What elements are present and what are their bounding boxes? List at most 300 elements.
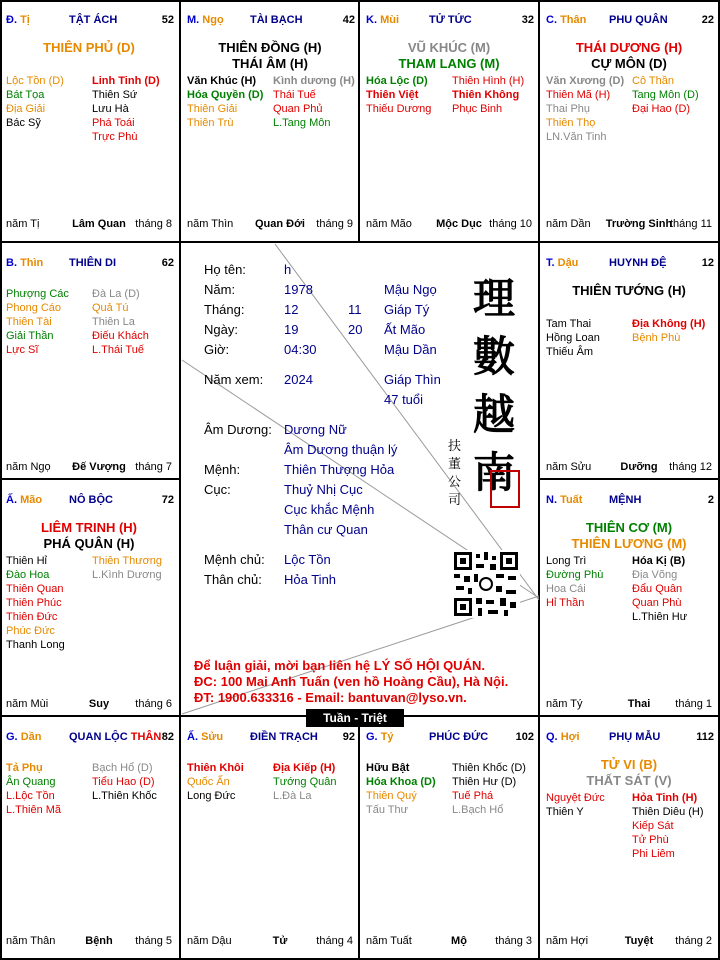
tuan-triet-label: Tuần - Triệt [306,709,404,727]
minor-stars-left [366,761,452,817]
minor-star: Giải Thần [6,330,54,342]
minor-star: Long Trì [546,555,587,567]
palace-month: tháng 4 [316,935,353,947]
palace-chi: Thìn [20,257,44,269]
minor-star: Kiếp Sát [632,820,674,832]
minor-star: Lực Sĩ [6,344,39,356]
palace-number: 102 [515,731,534,743]
palace-can-chi [6,14,30,26]
gio-can-value: Mậu Dần [384,342,437,357]
palace-year: năm Thìn [187,218,234,230]
minor-star: Văn Xương (D) [546,75,625,87]
minor-star: Thiên Sứ [92,89,138,101]
palace-chi: Thân [560,14,587,26]
minor-star: Địa Giải [6,103,46,115]
minor-star: Thai Phụ [546,103,591,115]
minor-star: Tấu Thư [366,804,409,816]
red-seal-stamp [490,470,520,508]
palace-chi: Hợi [560,731,580,743]
minor-star: Bát Tọa [6,89,45,101]
minor-star: Long Đức [187,790,236,802]
minor-star: L.Lộc Tồn [6,790,55,802]
minor-star: Thiên La [92,316,135,328]
minor-star: Thiên Khôi [187,762,244,774]
minor-stars-right [273,761,359,803]
contact-line-1: Để luận giải, mời bạn liên hệ LÝ SỐ HỘI QUÁN. [194,658,485,673]
minor-star: Thiên Khốc (D) [452,762,526,774]
minor-star: Thiên Giải [187,103,238,115]
minor-star: L.Tang Môn [273,117,331,129]
palace-year: năm Tý [546,698,583,710]
minor-star: Địa Võng [632,569,678,581]
palace-can-chi [546,257,578,269]
minor-stars-right [452,74,538,116]
palace-name-text: TẬT ÁCH [69,14,118,26]
palace-truong-sinh: Tử [272,935,288,947]
main-stars [540,283,718,299]
palace-month: tháng 6 [135,698,172,710]
cuc-label: Cục: [204,482,231,497]
minor-star: Hỏa Tinh (H) [632,792,698,804]
minor-star: Linh Tinh (D) [92,75,160,87]
palace-chi: Tuất [560,494,583,506]
palace-month: tháng 11 [669,218,712,230]
main-stars [540,40,718,72]
minor-stars-right [92,287,178,357]
main-star: TỬ VI (B) [600,757,658,772]
minor-star: Thiên Hỉ [6,555,47,567]
palace-truong-sinh: Trường Sinh [605,218,673,230]
hoten-label: Họ tên: [204,262,246,277]
minor-star: Thiên Quan [6,583,64,595]
thanchu-value: Hỏa Tinh [284,572,337,587]
palace-mui [360,0,538,238]
palace-can-chi [546,731,580,743]
minor-star: Phi Liêm [632,848,675,860]
palace-year: năm Thân [6,935,56,947]
palace-truong-sinh: Thai [627,698,651,710]
palace-chi: Dần [20,731,42,743]
palace-name [69,731,161,743]
ngay-value: 19 [284,322,299,337]
hoten-value: h [284,262,292,277]
palace-number: 92 [342,731,355,743]
minor-star: Thiên Quý [366,790,417,802]
palace-truong-sinh: Lâm Quan [72,218,126,230]
minor-star: Đà La (D) [92,288,140,300]
main-star: THIÊN TƯỚNG (H) [572,283,686,298]
minor-stars-right [632,74,718,116]
minor-star: Tam Thai [546,318,592,330]
palace-month: tháng 8 [135,218,172,230]
palace-name [609,731,660,743]
minor-star: Quốc Ấn [187,776,230,788]
palace-number: 2 [707,494,714,506]
palace-truong-sinh: Mộc Dục [436,218,482,230]
minor-stars-right [92,74,178,144]
minor-star: Bác Sỹ [6,117,41,129]
main-star: THÁI DƯƠNG (H) [575,40,683,55]
thang-am-value: 11 [348,302,362,317]
palace-number: 112 [696,731,714,743]
palace-chi: Dậu [557,257,579,269]
palace-number: 22 [701,14,714,26]
minor-star: Quả Tú [92,302,129,314]
minor-star: Tiểu Hao (D) [92,776,155,788]
palace-name-text: NÔ BỘC [69,494,113,506]
minor-stars-left [546,791,632,819]
palace-can: K. [366,14,377,26]
palace-chi: Tý [380,731,394,743]
palace-can: Ấ. [187,731,198,743]
main-stars [0,40,178,56]
palace-truong-sinh: Quan Đới [255,218,305,230]
palace-name [250,731,318,743]
minor-stars-left [187,74,273,130]
minor-star: Thiên Hình (H) [452,75,525,87]
palace-truong-sinh: Dưỡng [620,461,658,473]
palace-dau [540,243,718,481]
minor-stars-left [546,74,632,144]
minor-star: Phượng Các [6,288,69,300]
palace-can: Đ. [6,14,17,26]
minor-star: Ân Quang [6,776,56,788]
minor-star: Phong Cáo [6,302,62,314]
minor-stars-left [187,761,273,803]
thanchu-label: Thân chủ: [204,572,262,587]
minor-star: Địa Kiếp (H) [273,762,336,774]
cuc-value: Thuỷ Nhị Cục [284,482,363,497]
minor-star: Thiên Hư (D) [452,776,517,788]
palace-year: năm Dậu [187,935,232,947]
than-cu-value: Thân cư Quan [284,522,368,537]
main-stars [540,757,718,789]
minor-stars-left [6,74,92,130]
palace-year: năm Mão [366,218,412,230]
contact-line-2: ĐC: 100 Mai Anh Tuấn (ven hồ Hoàng Cầu), Hà Nội. [194,674,509,689]
palace-year: năm Mùi [6,698,49,710]
nam-value: 1978 [284,282,313,297]
palace-chi: Mão [20,494,43,506]
nam-label: Năm: [204,282,236,297]
thang-can-value: Giáp Tý [384,302,430,317]
palace-year: năm Tuất [366,935,412,947]
palace-than-marker: THÂN [130,731,162,743]
palace-year: năm Sửu [546,461,592,473]
palace-hoi [540,717,718,955]
minor-star: Thiên Mã (H) [546,89,611,101]
palace-can: M. [187,14,200,26]
palace-can: G. [6,731,18,743]
gio-value: 04:30 [284,342,317,357]
palace-can: N. [546,494,557,506]
minor-star: Tướng Quân [273,776,337,788]
minor-star: Bệnh Phù [632,332,681,344]
minor-star: L.Đà La [273,790,312,802]
minor-stars-right [92,554,178,582]
minor-star: Đại Hao (D) [632,103,691,115]
palace-chi: Sửu [201,731,224,743]
minor-stars-left [6,554,92,652]
palace-name-text: PHU QUÂN [609,14,668,26]
namxem-label: Năm xem: [204,372,264,387]
amduong-label: Âm Dương: [204,422,272,437]
palace-truong-sinh: Suy [88,698,110,710]
minor-star: Thiên Thọ [546,117,596,129]
palace-name [69,14,117,26]
main-stars [540,520,718,552]
palace-chi: Ngọ [202,14,224,26]
minor-star: Thiên Phúc [6,597,62,609]
palace-can-chi [546,494,582,506]
minor-star: Thiếu Dương [366,103,432,115]
tuoi-value: 47 tuổi [384,392,424,407]
minor-star: Phục Binh [452,103,503,115]
palace-year: năm Dần [546,218,591,230]
main-stars [360,40,538,72]
palace-number: 12 [701,257,714,269]
minor-star: Nguyệt Đức [546,792,605,804]
palace-can-chi [546,14,586,26]
minor-star: Kình dương (H) [273,75,355,87]
main-star: THIÊN CƠ (M) [585,520,673,535]
contact-line-3: ĐT: 1900.633316 - Email: bantuvan@lyso.vn. [194,690,467,705]
main-star: LIÊM TRINH (H) [40,520,138,535]
minor-stars-left [546,317,632,359]
palace-can: B. [6,257,17,269]
minor-star: Thiên Việt [366,89,419,101]
palace-number: 82 [161,731,174,743]
palace-ngo [181,0,359,238]
minor-star: Quan Phủ [273,103,323,115]
minor-star: L.Thiên Khốc [92,790,157,802]
main-star: THIÊN PHỦ (D) [43,40,135,55]
palace-name-text: PHỤ MẪU [609,731,661,743]
palace-can: Ấ. [6,494,17,506]
palace-name-text: HUYNH ĐỆ [609,257,667,269]
main-star: CỰ MÔN (D) [591,56,667,71]
palace-truong-sinh: Bệnh [85,935,113,947]
cuc-khac-value: Cục khắc Mệnh [284,502,375,517]
minor-star: Hỉ Thần [546,597,585,609]
main-star: THAM LANG (M) [398,56,500,71]
palace-year: năm Hợi [546,935,589,947]
minor-star: L.Thái Tuế [92,344,144,356]
minor-star: LN.Văn Tinh [546,131,607,143]
menh-value: Thiên Thượng Hỏa [284,462,395,477]
minor-star: Trực Phù [92,131,138,143]
minor-stars-right [632,554,718,624]
minor-star: Thanh Long [6,639,65,651]
palace-name [250,14,303,26]
main-star: THÁI ÂM (H) [232,56,308,71]
minor-star: Hữu Bật [366,762,410,774]
main-star: PHÁ QUÂN (H) [43,536,135,551]
palace-chi: Tị [20,14,30,26]
palace-name-text: ĐIỀN TRẠCH [250,731,318,743]
minor-stars-right [452,761,538,817]
palace-month: tháng 1 [675,698,712,710]
minor-star: L.Bạch Hổ [452,804,504,816]
palace-year: năm Tị [6,218,40,230]
amduong-ly-value: Âm Dương thuận lý [284,442,398,457]
minor-star: Thiên Y [546,806,584,818]
minor-star: Hóa Lộc (D) [366,75,428,87]
nam-can-value: Mậu Ngọ [384,282,437,297]
ngay-can-value: Ất Mão [384,322,426,337]
main-star: THẤT SÁT (V) [586,773,672,788]
thang-value: 12 [284,302,299,317]
palace-can-chi [187,731,223,743]
palace-mao [0,480,178,718]
palace-name [609,257,666,269]
minor-star: Thiên Tài [6,316,52,328]
palace-month: tháng 5 [135,935,172,947]
minor-star: Hồng Loan [546,332,600,344]
main-stars [181,40,359,72]
palace-can-chi [187,14,224,26]
minor-star: Hoa Cái [546,583,586,595]
palace-truong-sinh: Đế Vượng [72,461,126,473]
calligraphy-logo: 理數越南 [472,274,515,497]
palace-number: 52 [161,14,174,26]
minor-star: Lộc Tồn (D) [6,75,64,87]
minor-star: Bạch Hổ (D) [92,762,153,774]
palace-ti [0,0,178,238]
palace-name [609,14,668,26]
palace-can: Q. [546,731,558,743]
minor-star: Thiên Diêu (H) [632,806,704,818]
ngay-label: Ngày: [204,322,238,337]
minor-star: Thái Tuế [273,89,316,101]
palace-suu [181,717,359,955]
palace-name-text: TÀI BẠCH [250,14,303,26]
minor-stars-left [6,287,92,357]
center-info-panel [180,242,538,716]
palace-number: 42 [342,14,355,26]
minor-star: Phá Toái [92,117,135,129]
palace-name-text: QUAN LỘC [69,731,128,743]
minor-star: Đường Phù [546,569,604,581]
palace-chi: Mùi [380,14,400,26]
palace-month: tháng 10 [489,218,532,230]
palace-can: C. [546,14,557,26]
minor-stars-right [273,74,359,130]
palace-year: năm Ngọ [6,461,51,473]
palace-month: tháng 12 [669,461,712,473]
minor-stars-right [92,761,178,803]
minor-star: Hóa Quyền (D) [187,89,264,101]
menhchu-label: Mệnh chủ: [204,552,265,567]
menhchu-value: Lộc Tồn [284,552,331,567]
palace-name-text: TỬ TỨC [429,14,472,26]
minor-stars-left [6,761,92,817]
minor-star: Thiên Thương [92,555,163,567]
qr-code-icon [452,550,520,618]
palace-truong-sinh: Tuyệt [624,935,654,947]
palace-name-text: PHÚC ĐỨC [429,731,489,743]
palace-month: tháng 2 [675,935,712,947]
palace-can: G. [366,731,378,743]
minor-star: Điếu Khách [92,330,149,342]
amduong-value: Dương Nữ [284,422,347,437]
minor-star: Quan Phù [632,597,682,609]
minor-star: Văn Khúc (H) [187,75,257,87]
palace-can-chi [6,257,43,269]
palace-can-chi [366,14,399,26]
minor-star: Địa Không (H) [632,318,706,330]
palace-can-chi [366,731,394,743]
minor-star: Tả Phụ [6,762,43,774]
palace-name [69,257,116,269]
minor-star: Hóa Kị (B) [632,555,686,567]
minor-star: Hóa Khoa (D) [366,776,436,788]
palace-ty [360,717,538,955]
palace-tuat [540,480,718,718]
minor-star: Thiếu Âm [546,346,594,358]
minor-stars-right [632,317,718,345]
minor-star: L.Thiên Mã [6,804,62,816]
palace-thin [0,243,178,481]
minor-star: Thiên Trù [187,117,234,129]
minor-star: Lưu Hà [92,103,129,115]
main-star: THIÊN LƯƠNG (M) [571,536,687,551]
minor-star: Thiên Đức [6,611,58,623]
minor-star: Tuế Phá [452,790,494,802]
namxem-can-value: Giáp Thìn [384,372,441,387]
gio-label: Giờ: [204,342,230,357]
palace-name [429,731,488,743]
palace-month: tháng 9 [316,218,353,230]
palace-name-text: THIÊN DI [69,257,117,269]
minor-stars-left [366,74,452,116]
minor-star: Tang Môn (D) [632,89,699,101]
palace-number: 72 [161,494,174,506]
thang-label: Tháng: [204,302,245,317]
palace-number: 32 [521,14,534,26]
palace-can-chi [6,494,42,506]
seal-small-text: 扶董公司 [448,439,462,508]
palace-name [609,494,641,506]
minor-star: Đẩu Quân [632,583,683,595]
palace-number: 62 [161,257,174,269]
palace-name-text: MỆNH [609,494,642,506]
ngay-am-value: 20 [348,322,363,337]
minor-stars-left [546,554,632,610]
palace-name [69,494,113,506]
main-star: VŨ KHÚC (M) [407,40,491,55]
palace-than [540,0,718,238]
palace-can: T. [546,257,555,269]
palace-dan [0,717,178,955]
minor-star: Tử Phù [632,834,669,846]
minor-stars-right [632,791,718,861]
minor-star: L.Kình Dương [92,569,162,581]
minor-star: L.Thiên Hư [632,611,688,623]
main-star: THIÊN ĐỒNG (H) [218,40,322,55]
palace-name [429,14,472,26]
namxem-value: 2024 [284,372,313,387]
minor-star: Thiên Không [452,89,520,101]
palace-can-chi [6,731,41,743]
main-stars [0,520,178,552]
palace-month: tháng 3 [495,935,532,947]
minor-star: Cô Thần [632,75,674,87]
palace-month: tháng 7 [135,461,172,473]
minor-star: Đào Hoa [6,569,50,581]
palace-truong-sinh: Mộ [451,935,467,947]
menh-label: Mệnh: [204,462,241,477]
